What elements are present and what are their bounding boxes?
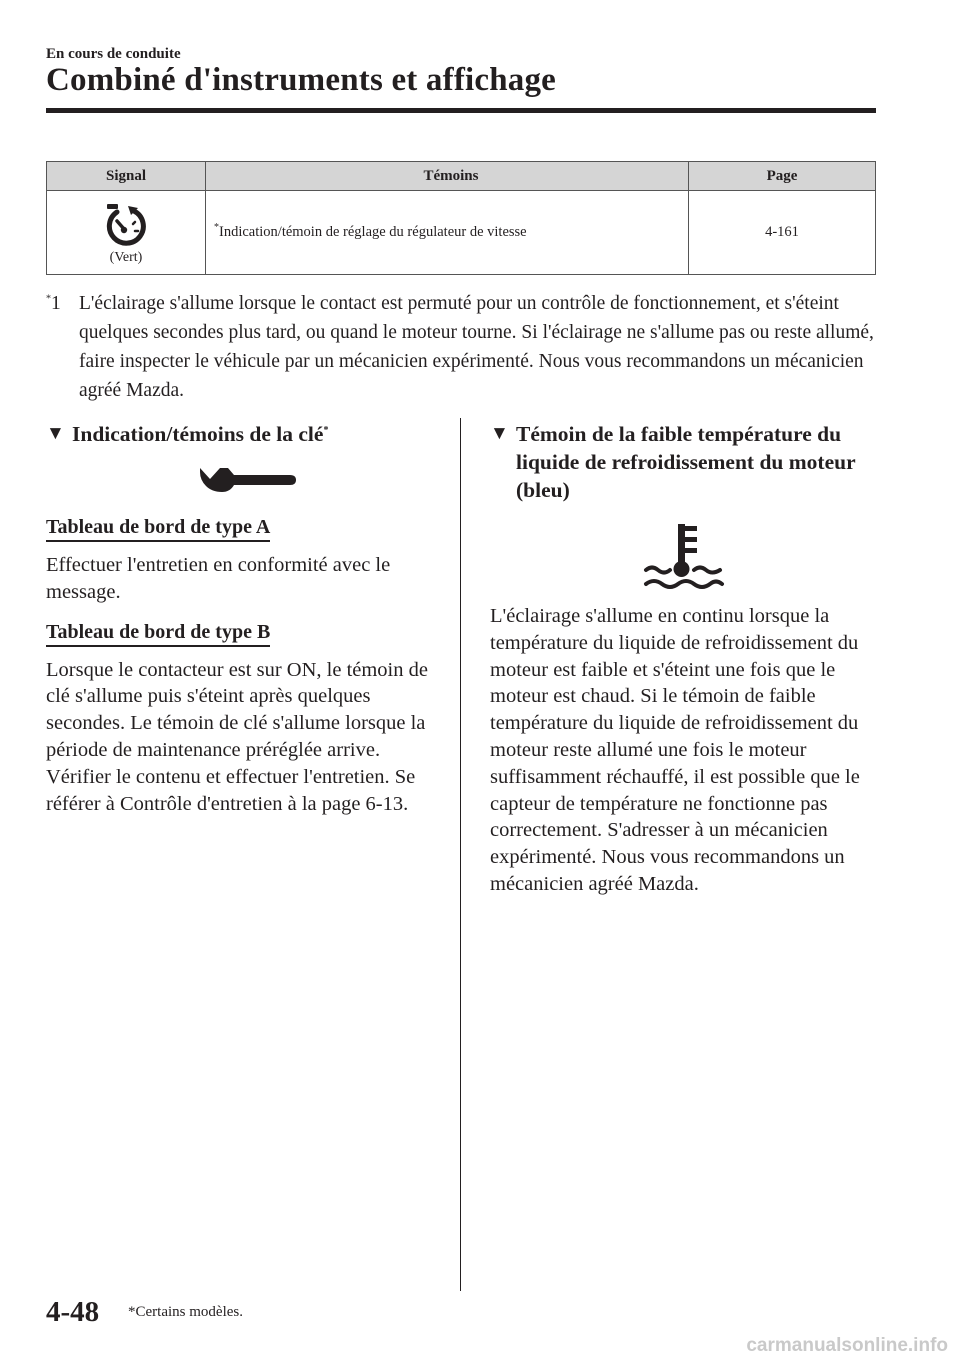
triangle-marker-icon: ▼: [490, 423, 509, 444]
right-column: [490, 420, 890, 898]
coolant-text: L'éclairage s'allume en continu lorsque la température du liquide de refroidissement du moteur est faible et s'éteint une fois que le moteur est chaud. Si le témoin de faible température du liquide de refroidissement du moteur reste allumé une fois le moteur suffisamment réchauffé, il est possible que le capteur de température ne fonctionne pas correctement. S'adresser à un mécanicien expérimenté. Nous vous recommandons un mécanicien agréé Mazda.: [490, 605, 860, 895]
type-a-text: Effectuer l'entretien en conformité avec le message.: [46, 554, 391, 603]
temoin-cell: [206, 191, 689, 275]
page-cell: 4-161: [689, 191, 876, 275]
footnote-marker: *1: [46, 293, 61, 314]
wrench-icon-wrap: [46, 462, 446, 503]
coolant-icon-wrap: [490, 522, 890, 599]
footnote-star: *: [214, 222, 219, 234]
watermark: carmanualsonline.info: [746, 1335, 948, 1356]
header-page: Page: [689, 162, 876, 191]
type-b-text: Lorsque le contacteur est sur ON, le témoin de clé s'allume puis s'éteint après quelques secondes. Le témoin de clé s'allume lorsque la période de maintenance préréglée arrive. Vérifier le contenu et effectuer l'entretien. Se référer à Contrôle d'entretien à la page 6-13.: [46, 658, 428, 815]
footer-note: *Certains modèles.: [128, 1304, 243, 1320]
table-header-row: [47, 162, 876, 191]
type-a-heading: Tableau de bord de type A: [46, 515, 270, 542]
header-temoins: Témoins: [206, 162, 689, 191]
type-b-heading: Tableau de bord de type B: [46, 620, 270, 647]
chapter-title: Combiné d'instruments et affichage: [46, 62, 557, 98]
key-indicator-heading: ▼ Indication/témoins de la clé*: [46, 422, 329, 446]
footnote-text: L'éclairage s'allume lorsque le contact est permuté pour un contrôle de fonctionnement, et s'éteint quelques secondes plus tard, ou quand le moteur tourne. Si l'éclairage ne s'allume pas ou reste allumé, faire inspecter le véhicule par un mécanicien expérimenté. Nous vous recommandons un mécanicien agréé Mazda.: [79, 293, 874, 401]
signal-cell: [47, 191, 206, 275]
signal-caption: (Vert): [109, 249, 143, 265]
footnote: [46, 289, 876, 405]
signals-table: [46, 161, 876, 275]
header-signal: Signal: [47, 162, 206, 191]
left-column: [46, 420, 446, 817]
title-rule: [46, 108, 876, 113]
cruise-control-set-icon: [104, 202, 148, 248]
column-divider: [460, 418, 461, 1291]
triangle-marker-icon: ▼: [46, 423, 65, 444]
section-kicker: En cours de conduite: [46, 46, 181, 62]
temoin-text: Indication/témoin de réglage du régulateur de vitesse: [219, 224, 527, 240]
table-row: [47, 191, 876, 275]
coolant-heading: ▼ Témoin de la faible température du liquide de refroidissement du moteur (bleu): [490, 422, 856, 502]
coolant-temperature-icon: [642, 522, 726, 594]
wrench-icon: [194, 462, 298, 498]
page-number: 4-48: [46, 1296, 100, 1328]
